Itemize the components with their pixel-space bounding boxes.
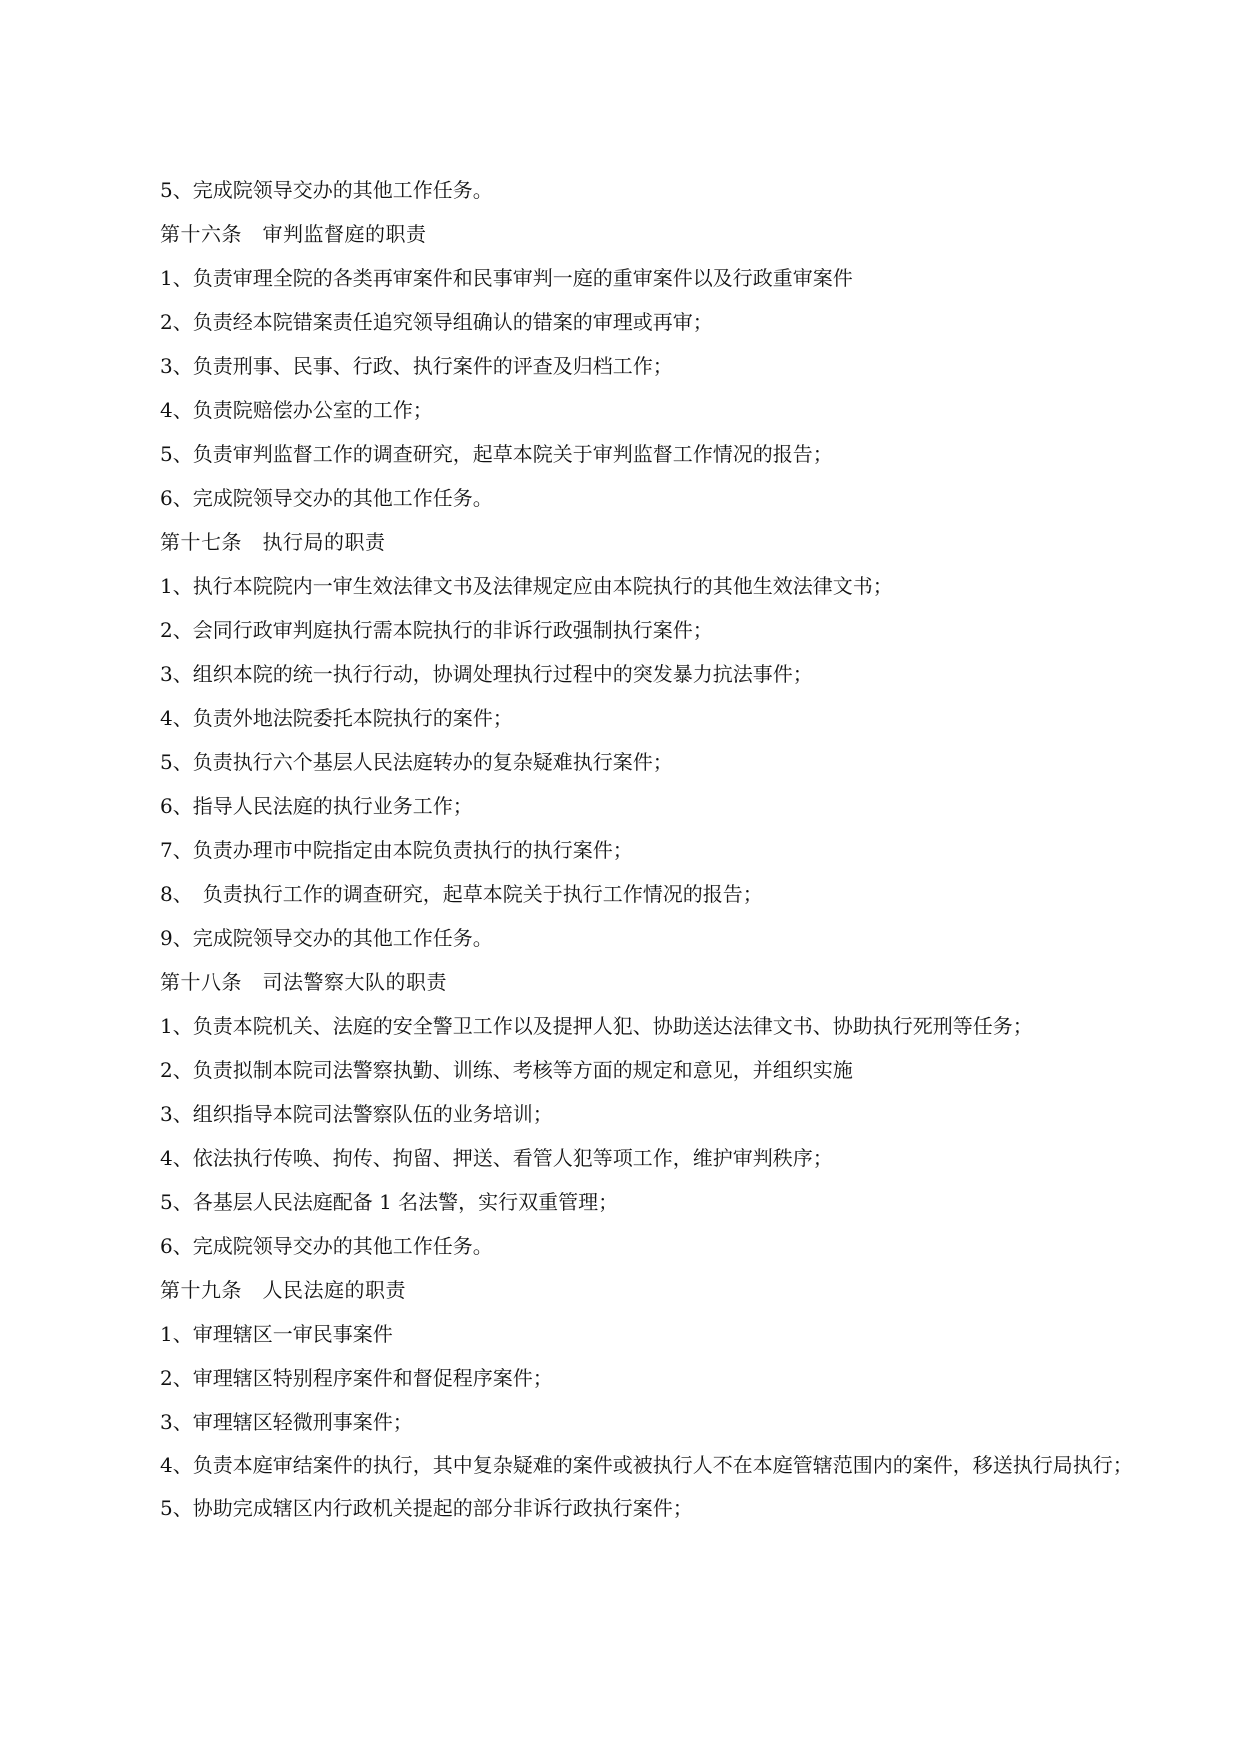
- list-item: 5、各基层人民法庭配备 1 名法警，实行双重管理；: [160, 1190, 619, 1214]
- article-heading: 第十六条 审判监督庭的职责: [160, 222, 427, 246]
- list-item: 3、负责刑事、民事、行政、执行案件的评查及归档工作；: [160, 354, 673, 378]
- list-item: 2、负责经本院错案责任追究领导组确认的错案的审理或再审；: [160, 310, 713, 334]
- list-item: 5、负责审判监督工作的调查研究，起草本院关于审判监督工作情况的报告；: [160, 442, 833, 466]
- list-item: 4、依法执行传唤、拘传、拘留、押送、看管人犯等项工作，维护审判秩序；: [160, 1146, 833, 1170]
- list-item: 4、负责院赔偿办公室的工作；: [160, 398, 433, 422]
- list-item: 7、负责办理市中院指定由本院负责执行的执行案件；: [160, 838, 633, 862]
- list-item: 9、完成院领导交办的其他工作任务。: [160, 926, 493, 950]
- list-item: 8、 负责执行工作的调查研究，起草本院关于执行工作情况的报告；: [160, 882, 763, 906]
- list-item: 1、审理辖区一审民事案件: [160, 1322, 393, 1346]
- list-item: 2、会同行政审判庭执行需本院执行的非诉行政强制执行案件；: [160, 618, 713, 642]
- list-item: 4、负责外地法院委托本院执行的案件；: [160, 706, 513, 730]
- list-item: 1、负责审理全院的各类再审案件和民事审判一庭的重审案件以及行政重审案件: [160, 266, 853, 290]
- list-item: 6、完成院领导交办的其他工作任务。: [160, 486, 493, 510]
- list-item: 6、完成院领导交办的其他工作任务。: [160, 1234, 493, 1258]
- article-heading: 第十九条 人民法庭的职责: [160, 1278, 406, 1302]
- list-item: 1、负责本院机关、法庭的安全警卫工作以及提押人犯、协助送达法律文书、协助执行死刑等任务；: [160, 1014, 1033, 1038]
- list-item: 4、负责本庭审结案件的执行，其中复杂疑难的案件或被执行人不在本庭管辖范围内的案件，移送执行局执行；: [160, 1453, 1133, 1477]
- list-item: 5、负责执行六个基层人民法庭转办的复杂疑难执行案件；: [160, 750, 673, 774]
- list-item: 6、指导人民法庭的执行业务工作；: [160, 794, 473, 818]
- list-item: 2、负责拟制本院司法警察执勤、训练、考核等方面的规定和意见，并组织实施: [160, 1058, 853, 1082]
- list-item: 1、执行本院院内一审生效法律文书及法律规定应由本院执行的其他生效法律文书；: [160, 574, 893, 598]
- article-heading: 第十八条 司法警察大队的职责: [160, 970, 447, 994]
- document-page: [160, 168, 1150, 1530]
- list-item: 5、协助完成辖区内行政机关提起的部分非诉行政执行案件；: [160, 1496, 693, 1520]
- list-item: 3、审理辖区轻微刑事案件；: [160, 1410, 413, 1434]
- list-item: 3、组织本院的统一执行行动，协调处理执行过程中的突发暴力抗法事件；: [160, 662, 813, 686]
- list-item: 5、完成院领导交办的其他工作任务。: [160, 178, 493, 202]
- list-item: 3、组织指导本院司法警察队伍的业务培训；: [160, 1102, 553, 1126]
- article-heading: 第十七条 执行局的职责: [160, 530, 386, 554]
- list-item: 2、审理辖区特别程序案件和督促程序案件；: [160, 1366, 553, 1390]
